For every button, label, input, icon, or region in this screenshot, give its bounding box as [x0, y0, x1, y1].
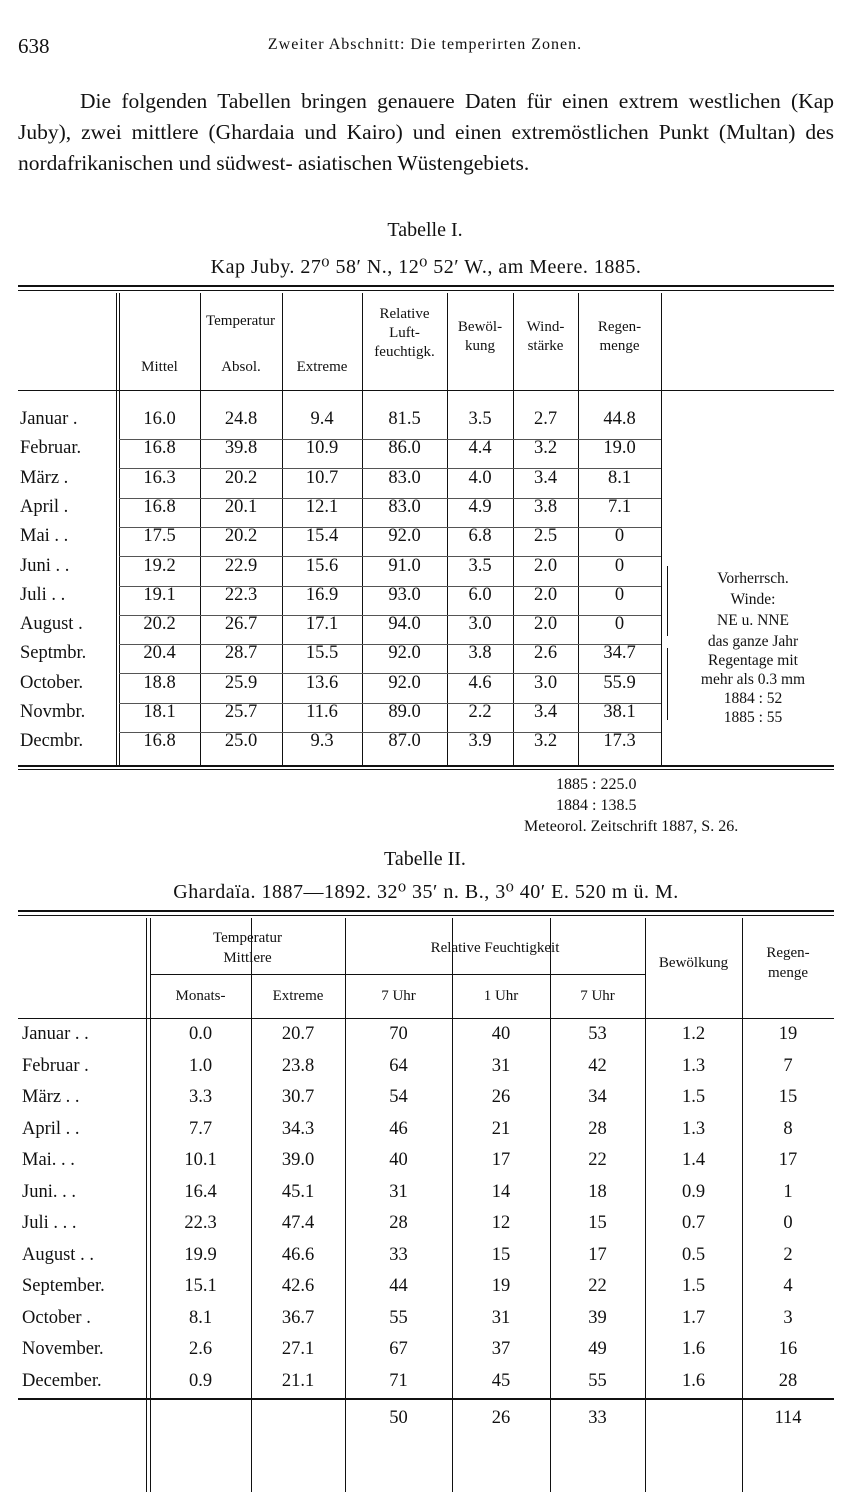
data-cell: 20.2: [224, 467, 258, 488]
header-regenmenge: menge: [599, 338, 640, 354]
data-cell: 25.0: [224, 731, 258, 752]
data-cell: 16.4: [184, 1181, 217, 1202]
data-cell: 4.9: [468, 496, 492, 517]
header-regenmenge-2: menge: [768, 965, 808, 981]
data-cell: 31: [491, 1055, 511, 1076]
data-cell: 91.0: [388, 555, 421, 576]
data-cell: 3.5: [468, 409, 492, 429]
table-rule: [661, 293, 662, 765]
data-cell: 22.3: [184, 1213, 217, 1233]
data-cell: 12.1: [305, 496, 339, 517]
data-cell: 36.7: [281, 1307, 315, 1328]
data-cell: 53: [588, 1024, 607, 1044]
data-cell: 1.7: [681, 1307, 706, 1328]
data-cell: 26: [491, 1087, 511, 1107]
data-cell: 1.2: [681, 1024, 706, 1044]
row-month-label: Decmbr.: [20, 731, 84, 752]
data-cell: 17: [588, 1244, 607, 1265]
data-cell: 15.5: [305, 643, 339, 664]
data-cell: 0.9: [681, 1181, 706, 1202]
data-cell: 42: [588, 1055, 607, 1076]
data-cell: 1: [783, 1181, 793, 1202]
data-cell: 92.0: [388, 526, 421, 547]
data-cell: 83.0: [388, 467, 421, 488]
data-cell: 2: [783, 1244, 793, 1265]
footnote-source: Meteorol. Zeitschrift 1887, S. 26.: [524, 818, 739, 835]
row-month-label: November.: [22, 1339, 104, 1359]
row-month-label: Januar . .: [22, 1024, 89, 1044]
data-cell: 30.7: [281, 1087, 315, 1107]
data-cell: 0: [614, 555, 625, 576]
data-cell: 70: [389, 1024, 408, 1044]
data-cell: 64: [389, 1055, 408, 1076]
header-temperatur: Temperatur: [206, 313, 275, 329]
row-month-label: Februar .: [22, 1055, 89, 1076]
table-rule: [18, 915, 834, 916]
data-cell: 14: [491, 1181, 511, 1202]
data-cell: 23.8: [281, 1055, 315, 1076]
data-cell: 86.0: [388, 438, 421, 459]
data-cell: 7: [783, 1055, 793, 1076]
row-month-label: August . .: [22, 1244, 94, 1265]
data-cell: 19.0: [603, 438, 636, 459]
table2-title: Tabelle II.: [384, 848, 466, 870]
data-cell: 27.1: [281, 1339, 315, 1359]
data-cell: 24.8: [224, 409, 258, 429]
table-rule: [345, 974, 645, 975]
data-cell: 40: [491, 1024, 511, 1044]
data-cell: 15: [588, 1213, 607, 1233]
data-cell: 92.0: [388, 643, 421, 664]
row-month-label: Februar.: [20, 438, 82, 459]
data-cell: 2.0: [533, 614, 558, 635]
data-cell: 42.6: [281, 1276, 315, 1296]
data-cell: 19: [491, 1276, 511, 1296]
data-cell: 0.7: [681, 1213, 706, 1233]
data-cell: 1.5: [681, 1276, 706, 1296]
running-title: Zweiter Abschnitt: Die temperirten Zonen.: [267, 36, 583, 53]
data-cell: 1.0: [188, 1055, 213, 1076]
data-cell: 55: [389, 1307, 408, 1328]
data-cell: 10.1: [184, 1150, 217, 1170]
table-rule: [150, 974, 345, 975]
data-cell: 44: [389, 1276, 408, 1296]
data-cell: 0: [614, 614, 625, 635]
data-cell: 49: [588, 1339, 607, 1359]
data-cell: 1.5: [681, 1087, 706, 1107]
row-month-label: Juli . . .: [22, 1213, 77, 1233]
header-luftfeuchtigkeit: Luft-: [389, 325, 420, 341]
header-extreme: Extreme: [272, 988, 324, 1004]
data-cell: 15: [778, 1087, 798, 1107]
data-cell: 16.8: [143, 438, 176, 459]
data-cell: 17.1: [305, 614, 339, 635]
data-cell: 0: [783, 1213, 793, 1233]
data-cell: 4.0: [468, 467, 492, 488]
data-cell: 67: [389, 1339, 408, 1359]
data-cell: 2.0: [533, 584, 558, 605]
data-cell: 17.5: [143, 526, 176, 547]
note-rain-days: 1885 : 55: [723, 709, 783, 726]
table-rule: [18, 285, 834, 287]
data-cell: 31: [491, 1307, 511, 1328]
note-prevailing-winds: Vorherrsch.: [717, 570, 789, 587]
data-cell: 71: [389, 1370, 408, 1391]
row-month-label: September.: [22, 1276, 105, 1296]
data-cell: 0.9: [188, 1370, 213, 1391]
data-cell: 19.1: [143, 584, 176, 605]
data-cell: 33: [389, 1244, 408, 1265]
data-cell: 47.4: [281, 1213, 315, 1233]
row-month-label: October .: [22, 1307, 91, 1328]
table-rule: [282, 352, 283, 382]
data-cell: 21: [491, 1118, 511, 1139]
data-cell: 20.4: [143, 643, 176, 664]
data-cell: 26.7: [224, 614, 258, 635]
data-cell: 19.2: [143, 555, 176, 576]
table-rule: [18, 1398, 834, 1400]
data-cell: 3: [783, 1307, 793, 1328]
footnote-total-1884: 1884 : 138.5: [556, 797, 637, 814]
header-relative-feuchtigkeit: Relative Feuchtigkeit: [430, 940, 560, 956]
header-windstaerke: stärke: [527, 338, 564, 354]
row-month-label: Novmbr.: [20, 702, 86, 722]
data-cell: 3.0: [533, 672, 558, 693]
data-cell: 3.9: [468, 731, 492, 752]
data-cell: 39.8: [224, 438, 258, 459]
data-cell: 54: [389, 1087, 408, 1107]
note-prevailing-winds: Winde:: [730, 591, 776, 608]
data-cell: 38.1: [603, 702, 636, 722]
header-bewoelkung: Bewöl-: [457, 319, 503, 335]
data-cell: 8: [783, 1118, 793, 1139]
data-cell: 6.8: [468, 526, 492, 547]
data-cell: 1.6: [681, 1370, 706, 1391]
data-cell: 4.6: [468, 672, 492, 693]
data-cell: 8.1: [607, 467, 632, 488]
data-cell: 1.3: [681, 1118, 706, 1139]
data-cell: 20.2: [224, 526, 258, 547]
data-cell: 11.6: [306, 702, 338, 722]
data-cell: 93.0: [388, 584, 421, 605]
header-temperatur: Temperatur: [213, 930, 282, 946]
note-rain-days: Regentage mit: [708, 652, 798, 669]
total-cell: 114: [774, 1408, 802, 1428]
data-cell: 2.0: [533, 555, 558, 576]
data-cell: 34.3: [281, 1118, 315, 1139]
data-cell: 2.2: [468, 702, 492, 722]
header-regenmenge: Regen-: [597, 319, 642, 335]
header-mittlere: Mittlere: [223, 950, 272, 966]
data-cell: 92.0: [388, 672, 421, 693]
table-rule: [146, 918, 147, 1492]
row-month-label: Mai . .: [20, 526, 69, 547]
table2-subtitle: Ghardaïa. 1887—1892. 32⁰ 35′ n. B., 3⁰ 40′ E. 520 m ü. M.: [173, 881, 679, 903]
note-prevailing-winds: NE u. NNE: [717, 612, 789, 629]
data-cell: 18: [588, 1181, 607, 1202]
header-bewoelkung: Bewölkung: [658, 955, 729, 971]
data-cell: 15.1: [184, 1276, 217, 1296]
data-cell: 17: [491, 1150, 511, 1170]
row-month-label: October.: [20, 672, 84, 693]
data-cell: 22.9: [224, 555, 258, 576]
data-cell: 4.4: [468, 438, 492, 459]
data-cell: 44.8: [603, 409, 636, 429]
data-cell: 15.4: [305, 526, 339, 547]
data-cell: 20.2: [143, 614, 176, 635]
header-regenmenge: Regen-: [766, 945, 810, 961]
note-rain-days: 1884 : 52: [723, 690, 783, 707]
total-cell: 26: [491, 1408, 511, 1428]
data-cell: 89.0: [388, 702, 421, 722]
data-cell: 16: [778, 1339, 798, 1359]
data-cell: 94.0: [388, 614, 421, 635]
data-cell: 46.6: [281, 1244, 315, 1265]
data-cell: 25.7: [224, 702, 258, 722]
data-cell: 45: [491, 1370, 511, 1391]
table-rule: [18, 765, 834, 767]
data-cell: 55: [588, 1370, 607, 1391]
data-cell: 15: [491, 1244, 511, 1265]
note-rain-days: mehr als 0.3 mm: [700, 671, 806, 688]
data-cell: 55.9: [603, 672, 636, 693]
data-cell: 3.2: [533, 731, 558, 752]
header-mittel: Mittel: [141, 359, 178, 375]
data-cell: 16.8: [143, 731, 176, 752]
data-cell: 4: [783, 1276, 793, 1296]
data-cell: 16.8: [143, 496, 176, 517]
header-extreme: Extreme: [296, 359, 348, 375]
data-cell: 20.1: [224, 496, 258, 517]
data-cell: 3.5: [468, 555, 492, 576]
data-cell: 9.3: [310, 731, 334, 752]
data-cell: 83.0: [388, 496, 421, 517]
data-cell: 8.1: [188, 1307, 213, 1328]
data-cell: 12: [491, 1213, 511, 1233]
data-cell: 34: [588, 1087, 607, 1107]
row-month-label: April . .: [22, 1118, 80, 1139]
row-month-label: März . .: [22, 1087, 80, 1107]
data-cell: 7.1: [607, 496, 632, 517]
data-cell: 39.0: [281, 1150, 315, 1170]
data-cell: 3.0: [468, 614, 492, 635]
data-cell: 15.6: [305, 555, 339, 576]
page-number: 638: [18, 34, 50, 58]
data-cell: 3.3: [188, 1087, 213, 1107]
total-cell: 33: [588, 1408, 607, 1428]
table-rule: [18, 1018, 834, 1019]
data-cell: 6.0: [468, 584, 492, 605]
header-luftfeuchtigkeit: feuchtigk.: [374, 344, 435, 360]
header-absol: Absol.: [221, 359, 261, 375]
data-cell: 16.9: [305, 584, 339, 605]
data-cell: 3.8: [533, 496, 558, 517]
intro-paragraph: [18, 86, 834, 179]
data-cell: 2.6: [188, 1339, 213, 1359]
data-cell: 81.5: [388, 409, 421, 429]
data-cell: 3.2: [533, 438, 558, 459]
table-rule: [18, 390, 834, 391]
row-month-label: Juni. . .: [22, 1181, 76, 1202]
data-cell: 17: [778, 1150, 798, 1170]
header-bewoelkung: kung: [465, 338, 495, 354]
footnote-total-1885: 1885 : 225.0: [556, 776, 637, 793]
row-month-label: August .: [20, 614, 83, 635]
running-header: [18, 34, 832, 58]
table-rule: [742, 918, 743, 1492]
data-cell: 22: [588, 1150, 607, 1170]
header-7-uhr-abend: 7 Uhr: [580, 988, 615, 1004]
data-cell: 2.7: [533, 409, 558, 429]
data-cell: 0: [614, 584, 625, 605]
data-cell: 7.7: [188, 1118, 213, 1139]
intro-text: Die folgenden Tabellen bringen genauere Daten für einen extrem westlichen (Kap Juby), zwei mittlere (Ghardaia und Kairo) und einen extremöstlichen Punkt (Multan) des nordafrikanischen und südwest- asiatischen Wüstengebiets.: [18, 89, 834, 175]
data-cell: 18.1: [143, 702, 176, 722]
data-cell: 21.1: [281, 1370, 315, 1391]
data-cell: 2.6: [533, 643, 558, 664]
data-cell: 18.8: [143, 672, 176, 693]
data-cell: 17.3: [603, 731, 636, 752]
data-cell: 31: [389, 1181, 408, 1202]
data-cell: 28: [588, 1118, 607, 1139]
row-month-label: December.: [22, 1370, 102, 1391]
data-cell: 3.4: [533, 467, 558, 488]
data-cell: 10.7: [305, 467, 339, 488]
data-cell: 87.0: [388, 731, 421, 752]
data-cell: 28: [389, 1213, 408, 1233]
row-month-label: Mai. . .: [22, 1150, 75, 1170]
data-cell: 3.8: [468, 643, 492, 664]
data-cell: 2.5: [533, 526, 558, 547]
row-month-label: April .: [20, 496, 69, 517]
data-cell: 19.9: [184, 1244, 217, 1265]
header-luftfeuchtigkeit: Relative: [379, 306, 430, 322]
table-rule: [18, 910, 834, 912]
data-cell: 20.7: [281, 1024, 315, 1044]
data-cell: 0: [614, 526, 625, 547]
table-rule: [645, 918, 646, 1492]
data-cell: 13.6: [305, 672, 339, 693]
data-cell: 37: [491, 1339, 511, 1359]
data-cell: 39: [588, 1307, 607, 1328]
data-cell: 16.0: [143, 409, 176, 429]
header-windstaerke: Wind-: [526, 319, 565, 335]
data-cell: 9.4: [310, 409, 334, 429]
table1-title: Tabelle I.: [387, 219, 463, 241]
data-cell: 45.1: [281, 1181, 315, 1202]
data-cell: 28.7: [224, 643, 258, 664]
table1-subtitle: Kap Juby. 27⁰ 58′ N., 12⁰ 52′ W., am Meere. 1885.: [210, 256, 642, 278]
data-cell: 46: [389, 1118, 408, 1139]
total-cell: 50: [389, 1408, 408, 1428]
table-rule: [18, 290, 834, 291]
data-cell: 34.7: [603, 643, 636, 664]
data-cell: 0.5: [681, 1244, 706, 1265]
data-cell: 22.3: [224, 584, 258, 605]
row-month-label: März .: [20, 467, 69, 488]
table-rule: [667, 566, 668, 636]
data-cell: 25.9: [224, 672, 258, 693]
table-rule: [18, 769, 834, 770]
data-cell: 28: [778, 1370, 798, 1391]
data-cell: 19: [778, 1024, 798, 1044]
data-cell: 40: [389, 1150, 408, 1170]
data-cell: 10.9: [305, 438, 339, 459]
row-month-label: Juni . .: [20, 555, 70, 576]
data-cell: 3.4: [533, 702, 558, 722]
data-cell: 1.3: [681, 1055, 706, 1076]
table-rule: [200, 352, 201, 382]
data-cell: 22: [588, 1276, 607, 1296]
header-monats: Monats-: [175, 988, 226, 1004]
data-cell: 1.4: [681, 1150, 706, 1170]
data-cell: 1.6: [681, 1339, 706, 1359]
note-prevailing-winds: das ganze Jahr: [707, 633, 799, 650]
data-cell: 0.0: [188, 1024, 213, 1044]
header-1-uhr: 1 Uhr: [483, 988, 519, 1004]
table-rule: [667, 648, 668, 720]
row-month-label: Januar .: [20, 409, 78, 429]
header-7-uhr: 7 Uhr: [381, 988, 416, 1004]
row-month-label: Septmbr.: [20, 643, 87, 664]
row-month-label: Juli . .: [20, 584, 66, 605]
data-cell: 16.3: [143, 467, 176, 488]
